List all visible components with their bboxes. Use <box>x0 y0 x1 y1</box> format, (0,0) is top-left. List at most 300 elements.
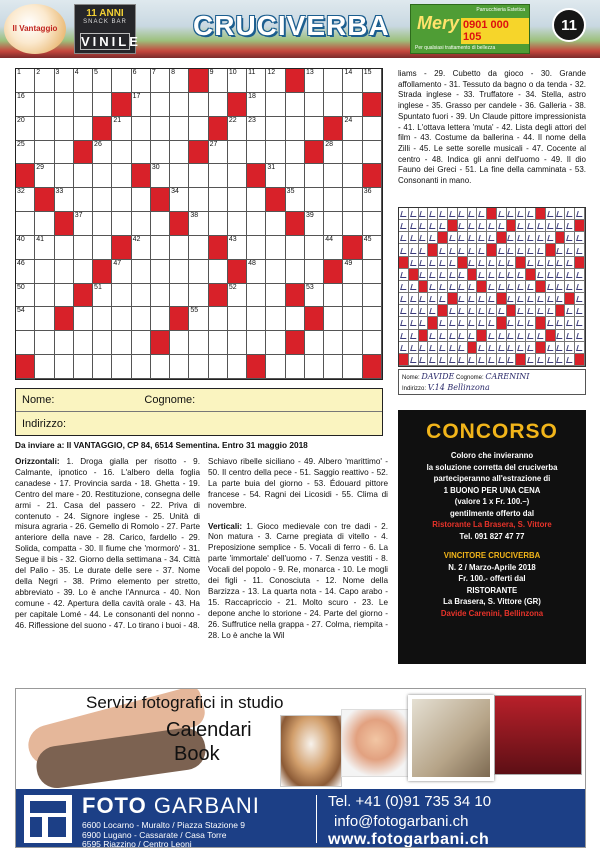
grid-cell[interactable] <box>324 69 343 93</box>
grid-cell[interactable] <box>286 93 305 117</box>
grid-cell[interactable] <box>286 164 305 188</box>
grid-cell[interactable] <box>209 93 228 117</box>
grid-cell[interactable] <box>189 236 208 260</box>
solved-cell <box>546 257 556 269</box>
grid-cell[interactable] <box>112 69 131 93</box>
previous-solution-form <box>398 369 586 395</box>
solved-nome-value: DAVIDE <box>421 372 455 381</box>
solved-cell <box>419 293 429 305</box>
grid-cell[interactable] <box>228 141 247 165</box>
grid-cell[interactable] <box>151 236 170 260</box>
grid-cell[interactable] <box>343 307 362 331</box>
grid-cell[interactable] <box>93 164 112 188</box>
grid-black-cell <box>324 117 343 141</box>
solved-cell <box>565 208 575 220</box>
grid-cell[interactable] <box>247 69 266 93</box>
ad-studio-text: Servizi fotografici in studio <box>86 693 284 712</box>
grid-cell[interactable] <box>74 212 93 236</box>
solved-cell <box>565 244 575 256</box>
grid-cell[interactable] <box>266 93 285 117</box>
grid-cell[interactable] <box>324 141 343 165</box>
form-cognome-field[interactable]: Cognome: <box>144 394 196 406</box>
solved-cell <box>546 317 556 329</box>
grid-cell[interactable] <box>170 164 189 188</box>
grid-cell[interactable] <box>343 212 362 236</box>
solved-cell <box>399 293 409 305</box>
grid-cell[interactable] <box>132 188 151 212</box>
grid-cell[interactable] <box>55 331 74 355</box>
solved-cell <box>438 257 448 269</box>
grid-cell[interactable] <box>35 355 54 379</box>
grid-cell[interactable] <box>55 188 74 212</box>
grid-cell[interactable] <box>93 141 112 165</box>
winner-line: N. 2 / Marzo-Aprile 2018 <box>448 562 536 572</box>
cell-number: 25 <box>17 140 25 148</box>
grid-cell[interactable] <box>266 69 285 93</box>
grid-cell[interactable] <box>55 164 74 188</box>
grid-cell[interactable] <box>170 69 189 93</box>
grid-black-cell <box>151 188 170 212</box>
grid-cell[interactable] <box>305 236 324 260</box>
grid-cell[interactable] <box>343 93 362 117</box>
grid-cell[interactable] <box>266 141 285 165</box>
grid-cell[interactable] <box>343 188 362 212</box>
grid-cell[interactable] <box>112 284 131 308</box>
solved-cell <box>516 208 526 220</box>
grid-cell[interactable] <box>55 93 74 117</box>
grid-cell[interactable] <box>305 164 324 188</box>
grid-cell[interactable] <box>363 331 382 355</box>
solved-cell <box>428 354 438 366</box>
grid-cell[interactable] <box>112 355 131 379</box>
grid-cell[interactable] <box>35 93 54 117</box>
grid-cell[interactable] <box>93 331 112 355</box>
solved-black-cell <box>438 232 448 244</box>
grid-cell[interactable] <box>55 355 74 379</box>
grid-cell[interactable] <box>55 69 74 93</box>
grid-cell[interactable] <box>286 307 305 331</box>
grid-cell[interactable] <box>247 93 266 117</box>
cell-number: 11 <box>248 69 256 76</box>
winner-name: Davide Carenini, Bellinzona <box>440 608 544 618</box>
solved-cell <box>526 330 536 342</box>
solved-black-cell <box>575 354 585 366</box>
grid-cell[interactable] <box>189 93 208 117</box>
grid-cell[interactable] <box>305 212 324 236</box>
grid-cell[interactable] <box>189 164 208 188</box>
grid-cell[interactable] <box>209 331 228 355</box>
solved-black-cell <box>507 305 517 317</box>
solved-cell <box>428 269 438 281</box>
grid-cell[interactable] <box>228 236 247 260</box>
grid-cell[interactable] <box>16 188 35 212</box>
grid-cell[interactable] <box>209 212 228 236</box>
grid-cell[interactable] <box>132 93 151 117</box>
grid-cell[interactable] <box>247 331 266 355</box>
grid-cell[interactable] <box>74 69 93 93</box>
solved-cell <box>575 330 585 342</box>
solved-cell <box>448 208 458 220</box>
contest-sponsor: Ristorante La Brasera, S. Vittore <box>432 520 552 529</box>
grid-cell[interactable] <box>35 236 54 260</box>
grid-cell[interactable] <box>228 212 247 236</box>
grid-cell[interactable] <box>209 355 228 379</box>
grid-cell[interactable] <box>132 69 151 93</box>
grid-cell[interactable] <box>16 331 35 355</box>
grid-cell[interactable] <box>16 117 35 141</box>
grid-cell[interactable] <box>363 284 382 308</box>
grid-cell[interactable] <box>151 141 170 165</box>
grid-cell[interactable] <box>151 260 170 284</box>
grid-cell[interactable] <box>266 307 285 331</box>
grid-cell[interactable] <box>74 307 93 331</box>
grid-cell[interactable] <box>363 69 382 93</box>
grid-cell[interactable] <box>324 188 343 212</box>
grid-cell[interactable] <box>228 284 247 308</box>
grid-cell[interactable] <box>209 69 228 93</box>
grid-cell[interactable] <box>324 212 343 236</box>
grid-cell[interactable] <box>16 69 35 93</box>
grid-cell[interactable] <box>170 355 189 379</box>
grid-cell[interactable] <box>35 69 54 93</box>
grid-cell[interactable] <box>247 284 266 308</box>
grid-black-cell <box>286 69 305 93</box>
contest-line: gentilmente offerto dal <box>449 508 535 518</box>
grid-cell[interactable] <box>228 164 247 188</box>
solved-cell <box>399 232 409 244</box>
grid-cell[interactable] <box>305 260 324 284</box>
grid-cell[interactable] <box>132 284 151 308</box>
solved-black-cell <box>575 257 585 269</box>
grid-cell[interactable] <box>132 141 151 165</box>
grid-cell[interactable] <box>266 331 285 355</box>
grid-cell[interactable] <box>343 141 362 165</box>
solved-cell <box>438 354 448 366</box>
grid-cell[interactable] <box>305 93 324 117</box>
grid-cell[interactable] <box>112 164 131 188</box>
solved-cell <box>409 281 419 293</box>
solved-black-cell <box>536 342 546 354</box>
grid-cell[interactable] <box>305 69 324 93</box>
contest-body <box>398 450 586 542</box>
grid-cell[interactable] <box>74 355 93 379</box>
grid-cell[interactable] <box>247 212 266 236</box>
cell-number: 9 <box>209 69 214 76</box>
ad-mery-phone: 0901 000 105 <box>461 18 529 44</box>
grid-cell[interactable] <box>305 188 324 212</box>
grid-cell[interactable] <box>324 331 343 355</box>
grid-cell[interactable] <box>363 212 382 236</box>
grid-cell[interactable] <box>343 284 362 308</box>
grid-black-cell <box>343 236 362 260</box>
grid-cell[interactable] <box>112 307 131 331</box>
grid-cell[interactable] <box>247 117 266 141</box>
grid-cell[interactable] <box>93 212 112 236</box>
solved-cell <box>458 232 468 244</box>
grid-cell[interactable] <box>228 331 247 355</box>
grid-cell[interactable] <box>93 69 112 93</box>
grid-cell[interactable] <box>363 117 382 141</box>
grid-cell[interactable] <box>324 164 343 188</box>
grid-cell[interactable] <box>132 260 151 284</box>
grid-cell[interactable] <box>363 236 382 260</box>
phone-link[interactable]: Tel. +41 (0)91 735 34 10 <box>328 793 492 810</box>
grid-cell[interactable] <box>74 331 93 355</box>
grid-cell[interactable] <box>247 307 266 331</box>
grid-black-cell <box>247 355 266 379</box>
grid-cell[interactable] <box>151 93 170 117</box>
grid-cell[interactable] <box>74 93 93 117</box>
solved-cell <box>399 305 409 317</box>
solved-cell <box>507 317 517 329</box>
grid-cell[interactable] <box>189 331 208 355</box>
grid-cell[interactable] <box>170 93 189 117</box>
solved-cell <box>428 305 438 317</box>
grid-cell[interactable] <box>189 260 208 284</box>
solved-black-cell <box>448 293 458 305</box>
grid-cell[interactable] <box>35 260 54 284</box>
grid-cell[interactable] <box>151 307 170 331</box>
grid-black-cell <box>74 141 93 165</box>
grid-cell[interactable] <box>286 355 305 379</box>
grid-cell[interactable] <box>132 307 151 331</box>
grid-cell[interactable] <box>228 307 247 331</box>
solved-cell <box>546 232 556 244</box>
grid-cell[interactable] <box>286 141 305 165</box>
grid-cell[interactable] <box>112 212 131 236</box>
form-indirizzo-field[interactable]: Indirizzo: <box>22 417 67 430</box>
grid-cell[interactable] <box>286 236 305 260</box>
grid-cell[interactable] <box>286 117 305 141</box>
grid-cell[interactable] <box>189 188 208 212</box>
solved-black-cell <box>438 305 448 317</box>
grid-cell[interactable] <box>266 164 285 188</box>
grid-black-cell <box>209 236 228 260</box>
grid-cell[interactable] <box>151 212 170 236</box>
grid-cell[interactable] <box>16 307 35 331</box>
grid-cell[interactable] <box>266 117 285 141</box>
grid-cell[interactable] <box>35 307 54 331</box>
grid-cell[interactable] <box>324 236 343 260</box>
grid-cell[interactable] <box>209 188 228 212</box>
grid-cell[interactable] <box>151 117 170 141</box>
grid-black-cell <box>286 331 305 355</box>
grid-cell[interactable] <box>170 331 189 355</box>
grid-cell[interactable] <box>343 164 362 188</box>
grid-cell[interactable] <box>363 141 382 165</box>
grid-cell[interactable] <box>55 236 74 260</box>
solved-black-cell <box>556 232 566 244</box>
grid-cell[interactable] <box>112 141 131 165</box>
cell-number: 20 <box>17 116 25 124</box>
grid-cell[interactable] <box>74 117 93 141</box>
grid-cell[interactable] <box>266 212 285 236</box>
solved-cell <box>575 269 585 281</box>
solved-cell <box>477 305 487 317</box>
grid-cell[interactable] <box>228 117 247 141</box>
grid-cell[interactable] <box>286 260 305 284</box>
verticali-text-part1: 1. Gioco medievale con tre dadi - 2. Non matura - 3. Carne pregiata di vitello - 4. Preposizione semplice - 5. Vocali di ferro - 6. La parte 'immortale' dell'uomo - 7. Senza vestiti - 8. Vocali del popolo - 9. Re, monarca - 10. Le mogli dei figli - 11. Conosciuta - 12. Nome della Barzizza - 13. La quarta nota - 14. Capo arabo - 15. Raccapriccio - 21. Molto scuro - 23. Le depone anche lo storione - 24. Parte del giorno - 26. Suffrutice nella grappa - 27. Colma, riempita - 28. Lo è anche la Wil <box>208 521 389 640</box>
cell-number: 54 <box>17 307 25 315</box>
grid-cell[interactable] <box>189 117 208 141</box>
grid-cell[interactable] <box>189 284 208 308</box>
grid-cell[interactable] <box>209 164 228 188</box>
form-address-row <box>16 412 382 435</box>
grid-cell[interactable] <box>93 355 112 379</box>
grid-cell[interactable] <box>305 117 324 141</box>
grid-cell[interactable] <box>93 93 112 117</box>
grid-cell[interactable] <box>170 260 189 284</box>
solved-cell <box>556 269 566 281</box>
solved-cell <box>526 281 536 293</box>
solved-cell <box>575 342 585 354</box>
solved-black-cell <box>556 305 566 317</box>
grid-cell[interactable] <box>112 188 131 212</box>
grid-cell[interactable] <box>16 284 35 308</box>
email-link[interactable]: info@fotogarbani.ch <box>334 813 469 830</box>
divider <box>316 795 317 843</box>
grid-cell[interactable] <box>324 307 343 331</box>
grid-cell[interactable] <box>286 188 305 212</box>
grid-cell[interactable] <box>35 212 54 236</box>
grid-cell[interactable] <box>112 117 131 141</box>
grid-cell[interactable] <box>112 260 131 284</box>
solved-cell <box>497 244 507 256</box>
solved-cell <box>497 342 507 354</box>
solved-cell <box>458 354 468 366</box>
grid-cell[interactable] <box>189 355 208 379</box>
grid-cell[interactable] <box>35 331 54 355</box>
grid-cell[interactable] <box>74 236 93 260</box>
grid-cell[interactable] <box>363 307 382 331</box>
cell-number: 27 <box>209 140 218 148</box>
grid-cell[interactable] <box>16 236 35 260</box>
grid-black-cell <box>112 93 131 117</box>
grid-cell[interactable] <box>343 331 362 355</box>
grid-cell[interactable] <box>189 307 208 331</box>
grid-cell[interactable] <box>343 69 362 93</box>
grid-cell[interactable] <box>16 93 35 117</box>
grid-cell[interactable] <box>228 69 247 93</box>
solved-cell <box>507 281 517 293</box>
grid-cell[interactable] <box>151 284 170 308</box>
grid-cell[interactable] <box>170 236 189 260</box>
solved-cognome-label: Cognome: <box>456 375 484 381</box>
grid-cell[interactable] <box>151 164 170 188</box>
grid-cell[interactable] <box>93 284 112 308</box>
grid-cell[interactable] <box>189 212 208 236</box>
solved-cell <box>536 293 546 305</box>
grid-cell[interactable] <box>16 260 35 284</box>
solved-cell <box>468 232 478 244</box>
grid-cell[interactable] <box>132 117 151 141</box>
grid-cell[interactable] <box>247 236 266 260</box>
contest-winner <box>398 550 586 619</box>
brand-rest: GARBANI <box>146 793 260 818</box>
grid-cell[interactable] <box>266 260 285 284</box>
grid-cell[interactable] <box>132 236 151 260</box>
grid-cell[interactable] <box>324 355 343 379</box>
website-link[interactable]: www.fotogarbani.ch <box>328 831 490 848</box>
grid-cell[interactable] <box>16 141 35 165</box>
grid-cell[interactable] <box>55 260 74 284</box>
solved-cell <box>497 220 507 232</box>
solved-cell <box>516 244 526 256</box>
grid-cell[interactable] <box>132 212 151 236</box>
grid-cell[interactable] <box>74 260 93 284</box>
grid-cell[interactable] <box>209 307 228 331</box>
grid-cell[interactable] <box>363 260 382 284</box>
grid-cell[interactable] <box>266 284 285 308</box>
grid-cell[interactable] <box>343 117 362 141</box>
solved-cell <box>487 257 497 269</box>
grid-cell[interactable] <box>247 141 266 165</box>
cell-number: 43 <box>228 235 237 243</box>
grid-cell[interactable] <box>74 164 93 188</box>
grid-cell[interactable] <box>363 188 382 212</box>
grid-cell[interactable] <box>93 236 112 260</box>
grid-cell[interactable] <box>247 188 266 212</box>
grid-cell[interactable] <box>170 141 189 165</box>
grid-cell[interactable] <box>266 236 285 260</box>
grid-cell[interactable] <box>132 355 151 379</box>
grid-cell[interactable] <box>35 141 54 165</box>
grid-cell[interactable] <box>305 331 324 355</box>
grid-cell[interactable] <box>247 260 266 284</box>
solved-cell <box>477 232 487 244</box>
grid-cell[interactable] <box>35 164 54 188</box>
grid-cell[interactable] <box>16 212 35 236</box>
grid-cell[interactable] <box>151 69 170 93</box>
grid-cell[interactable] <box>55 141 74 165</box>
previous-solution-grid <box>398 207 586 367</box>
grid-cell[interactable] <box>343 355 362 379</box>
grid-cell[interactable] <box>55 284 74 308</box>
grid-cell[interactable] <box>343 260 362 284</box>
grid-cell[interactable] <box>228 188 247 212</box>
solved-cell <box>575 232 585 244</box>
grid-cell[interactable] <box>93 188 112 212</box>
grid-cell[interactable] <box>228 355 247 379</box>
grid-cell[interactable] <box>170 188 189 212</box>
grid-cell[interactable] <box>93 307 112 331</box>
grid-cell[interactable] <box>55 117 74 141</box>
grid-cell[interactable] <box>35 117 54 141</box>
grid-cell[interactable] <box>170 117 189 141</box>
grid-cell[interactable] <box>74 188 93 212</box>
grid-cell[interactable] <box>324 284 343 308</box>
grid-cell[interactable] <box>324 93 343 117</box>
solved-black-cell <box>507 220 517 232</box>
grid-black-cell <box>189 141 208 165</box>
form-nome-field[interactable]: Nome: <box>22 394 55 406</box>
grid-cell[interactable] <box>35 284 54 308</box>
foto-garbani-ad[interactable] <box>15 688 586 848</box>
grid-cell[interactable] <box>305 355 324 379</box>
grid-cell[interactable] <box>132 331 151 355</box>
solved-cell <box>458 281 468 293</box>
grid-cell[interactable] <box>266 355 285 379</box>
grid-cell[interactable] <box>170 284 189 308</box>
grid-cell[interactable] <box>112 331 131 355</box>
group-photo <box>494 695 582 775</box>
grid-cell[interactable] <box>209 141 228 165</box>
grid-black-cell <box>266 188 285 212</box>
grid-cell[interactable] <box>305 284 324 308</box>
grid-cell[interactable] <box>209 260 228 284</box>
solved-cell <box>428 232 438 244</box>
grid-cell[interactable] <box>151 355 170 379</box>
